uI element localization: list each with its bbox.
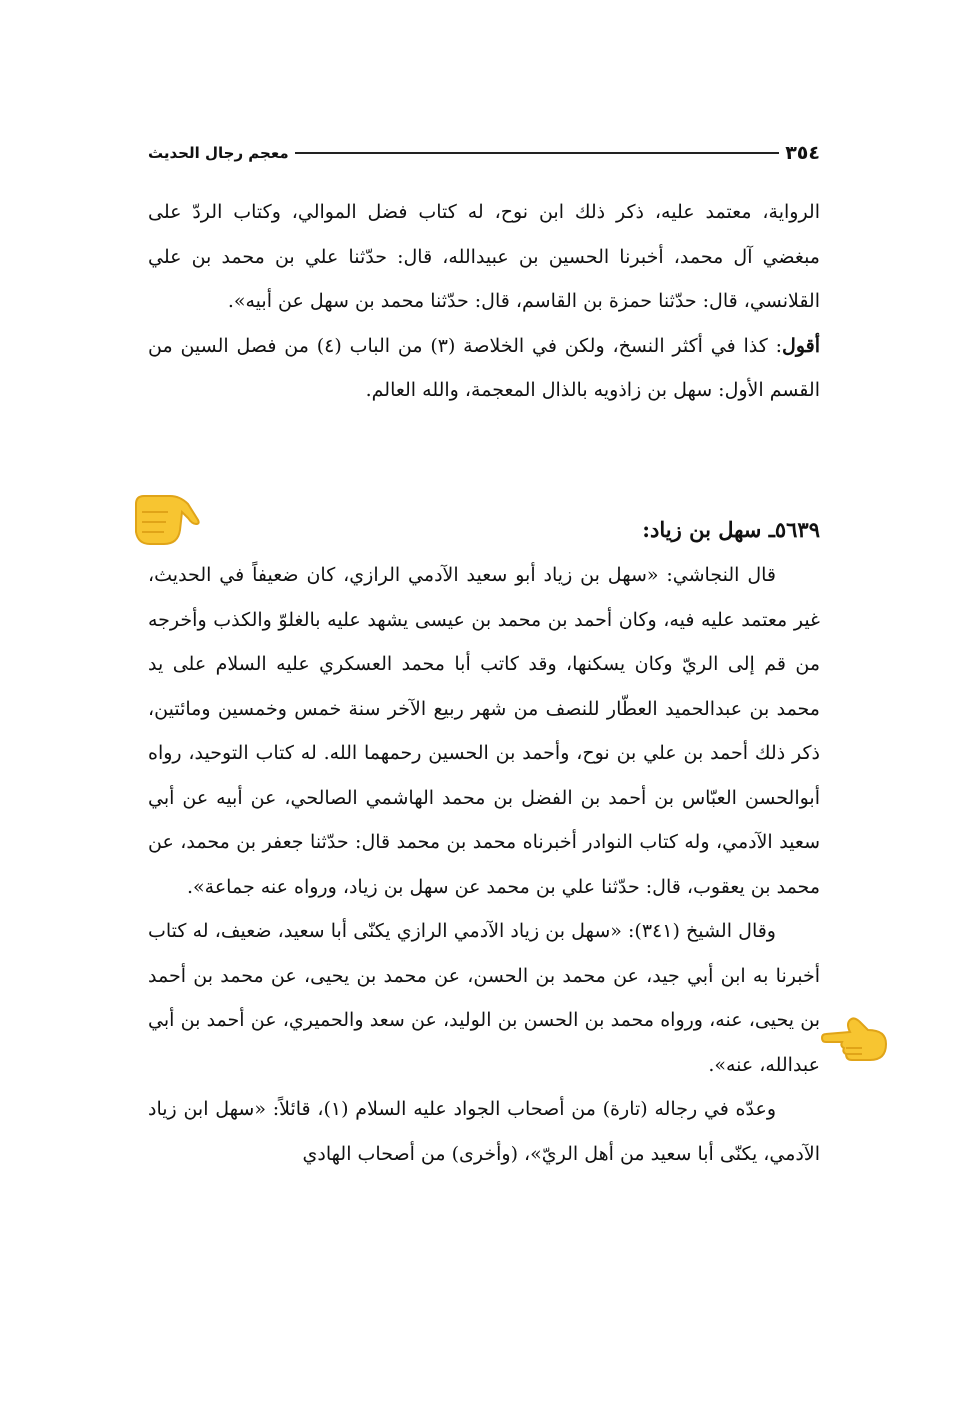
book-title: معجم رجال الحديث — [148, 144, 289, 162]
najashi-paragraph: قال النجاشي: «سهل بن زياد أبو سعيد الآدمي الرازي، كان ضعيفاً في الحديث، غير معتمد عليه فيه، وكان أحمد بن محمد بن عيسى يشهد عليه بالغلوّ والكذب وأخرجه من قم إلى الريّ وكان يسكنها، وقد كاتب أبا محمد العسكري عليه السلام على يد محمد بن عبدالحميد العطّار للنصف من شهر ربيع الآخر سنة خمس وخمسين ومائتين، ذكر ذلك أحمد بن علي بن نوح، وأحمد بن الحسين رحمهما الله. له كتاب التوحيد، رواه أبوالحسن العبّاس بن أحمد بن الفضل بن محمد الهاشمي الصالحي، عن أبيه عن أبي سعيد الآدمي، وله كتاب النوادر أخبرناه محمد بن محمد قال: حدّثنا جعفر بن محمد، عن محمد بن يعقوب، قال: حدّثنا علي بن محمد عن سهل بن زياد، ورواه عنه جماعة». — [148, 564, 820, 898]
shaykh-paragraph: وقال الشيخ (٣٤١): «سهل بن زياد الآدمي الرازي يكنّى أبا سعيد، ضعيف، له كتاب أخبرنا به ابن أبي جيد، عن محمد بن الحسن، عن محمد بن يحيى، عن محمد بن أحمد بن يحيى، عنه، ورواه محمد بن الحسن بن الوليد، عن سعد والحميري، عن أحمد بن أبي عبدالله، عنه». — [148, 920, 820, 1076]
continued-paragraph: الرواية، معتمد عليه، ذكر ذلك ابن نوح، له كتاب فضل الموالي، وكتاب الردّ على مبغضي آل محمد، أخبرنا الحسين بن عبيدالله، قال: حدّثنا علي بن محمد بن علي القلانسي، قال: حدّثنا حمزة بن القاسم، قال: حدّثنا محمد بن سهل عن أبيه». — [148, 201, 820, 312]
aqul-label: أقول — [782, 334, 821, 357]
pointing-hand-down-right-icon — [130, 490, 200, 550]
aqul-paragraph — [148, 324, 820, 413]
page-header — [148, 138, 820, 168]
rijal-paragraph: وعدّه في رجاله (تارة) من أصحاب الجواد عليه السلام (١)، قائلاً: «سهل ابن زياد الآدمي، يكنّى أبا سعيد من أهل الريّ»، (وأخرى) من أصحاب الهادي — [148, 1098, 820, 1165]
aqul-text: : كذا في أكثر النسخ، ولكن في الخلاصة (٣) من الباب (٤) من فصل السين من القسم الأول: سهل بن زاذويه بالذال المعجمة، والله العالم. — [148, 334, 820, 401]
header-rule — [295, 152, 780, 154]
entry-body — [148, 553, 820, 1176]
pointing-hand-left-icon — [820, 1008, 890, 1068]
continued-entry — [148, 190, 820, 413]
entry-heading: ٥٦٣٩ـ سهل بن زياد: — [642, 517, 820, 542]
page-number: ٣٥٤ — [785, 142, 820, 164]
